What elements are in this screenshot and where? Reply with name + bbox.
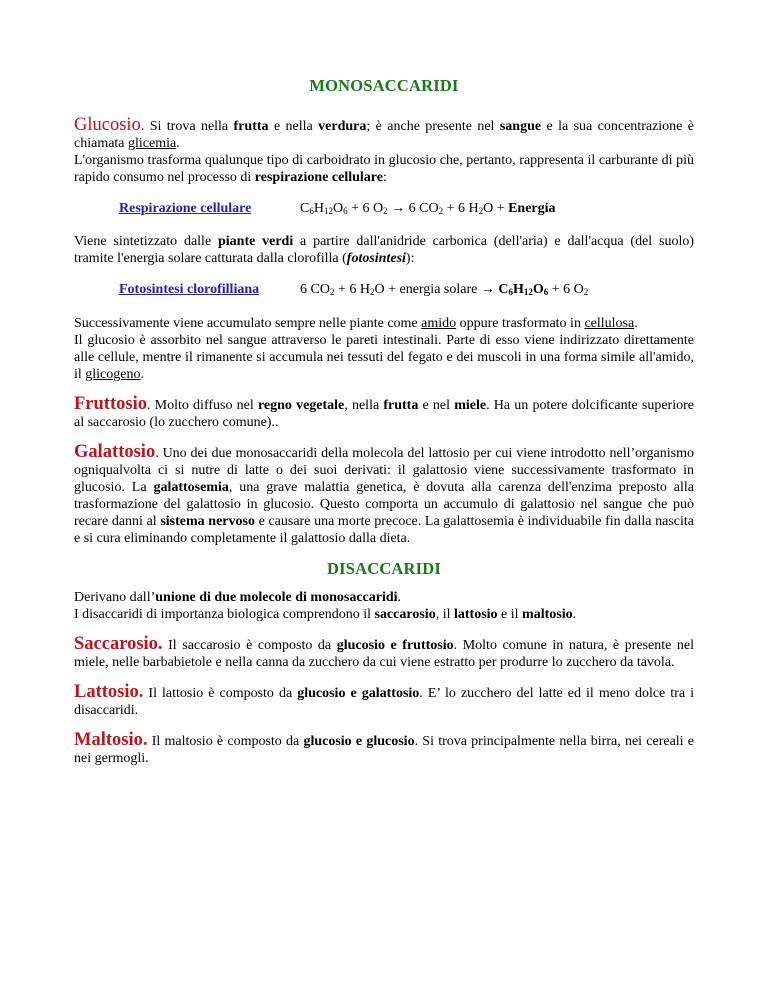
paragraph-assorbimento: Il glucosio è assorbito nel sangue attraverso le pareti intestinali. Parte di esso viene indirizzato direttamente alle cellule, mentre il rimanente si accumula nei tessuti del fegato e dei muscoli in una forma simile all'amido, il glicogeno. xyxy=(74,333,694,382)
paragraph-carburante: L'organismo trasforma qualunque tipo di carboidrato in glucosio che, pertanto, rappresenta il carburante di più rapido consumo nel processo di respirazione cellulare: xyxy=(74,153,694,185)
paragraph-galattosio: Galattosio. Uno dei due monosaccaridi della molecola del lattosio per cui viene introdotto nell’organismo ogniqualvolta ci si nutre di latte o dei suoi derivati: il galattosio viene successivamente trasformato in glucosio. La galattosemia, una grave malattia genetica, è dovuta alla carenza dell'enzima preposto alla trasformazione del galattosio in glucosio. Questo comporta un accumulo di galattosio nel sangue che può recare danni al sistema nervoso e causare una morte precoce. La galattosemia è individuabile fin dalla nascita e si cura eliminando completamente il galattosio dalla dieta. xyxy=(74,442,694,546)
paragraph-saccarosio: Saccarosio. Il saccarosio è composto da glucosio e fruttosio. Molto comune in natura, è presente nel miele, nelle barbabietole e nella canna da zucchero da cui viene estratto per produrre lo zucchero da tavola. xyxy=(74,634,695,670)
link-glicemia: glicemia xyxy=(128,136,177,151)
paragraph-disaccaridi-intro: Derivano dall’unione di due molecole di monosaccaridi. xyxy=(74,590,402,605)
link-glicogeno: glicogeno xyxy=(85,367,141,382)
term-galattosio: Galattosio xyxy=(74,442,156,462)
equation-formula-fotosintesi: 6 $CO_2 + 6$ $H_2O$ + energia solare → $C_6H_{12}O_6 + 6$ $O_2$ xyxy=(300,282,589,297)
document-page xyxy=(74,76,694,767)
paragraph-sintesi: Viene sintetizzato dalle piante verdi a partire dall'anidride carbonica (dell'aria) e dall'acqua (del suolo) tramite l'energia solare catturata dalla clorofilla (fotosintesi): xyxy=(74,234,694,266)
term-saccarosio: Saccarosio. xyxy=(74,634,163,654)
equation-fotosintesi xyxy=(119,281,694,298)
equation-label-fotosintesi: Fotosintesi clorofilliana xyxy=(119,282,260,297)
paragraph-fruttosio: Fruttosio. Molto diffuso nel regno vegetale, nella frutta e nel miele. Ha un potere dolcificante superiore al saccarosio (lo zucchero comune).. xyxy=(74,394,694,430)
term-fruttosio: Fruttosio xyxy=(74,394,147,414)
link-cellulosa: cellulosa xyxy=(584,316,635,331)
paragraph-maltosio: Maltosio. Il maltosio è composto da glucosio e glucosio. Si trova principalmente nella birra, nei cereali e nei germogli. xyxy=(74,730,694,766)
section-title-monosaccaridi: MONOSACCARIDI xyxy=(309,76,459,95)
paragraph-disaccaridi-elenco: I disaccaridi di importanza biologica comprendono il saccarosio, il lattosio e il maltosio. xyxy=(74,607,577,622)
equation-label-respirazione: Respirazione cellulare xyxy=(119,201,252,216)
section-title-disaccaridi: DISACCARIDI xyxy=(326,559,442,578)
paragraph-glucosio: Glucosio. Si trova nella frutta e nella verdura; è anche presente nel sangue e la sua concentrazione è chiamata glicemia. xyxy=(74,115,694,151)
term-maltosio: Maltosio. xyxy=(74,730,148,750)
equation-respirazione xyxy=(119,200,694,217)
term-lattosio: Lattosio. xyxy=(74,682,144,702)
paragraph-lattosio: Lattosio. Il lattosio è composto da glucosio e galattosio. E’ lo zucchero del latte ed il meno dolce tra i disaccaridi. xyxy=(74,682,694,718)
link-amido: amido xyxy=(421,316,457,331)
term-glucosio: Glucosio xyxy=(74,115,141,135)
paragraph-accumulo: Successivamente viene accumulato sempre nelle piante come amido oppure trasformato in cellulosa. xyxy=(74,316,638,331)
equation-formula-respirazione: $C_6H_{12}O_6 + 6$ $O_2 \to 6$ $CO_2 + 6$ $H_2O$ + Energia xyxy=(300,201,556,216)
